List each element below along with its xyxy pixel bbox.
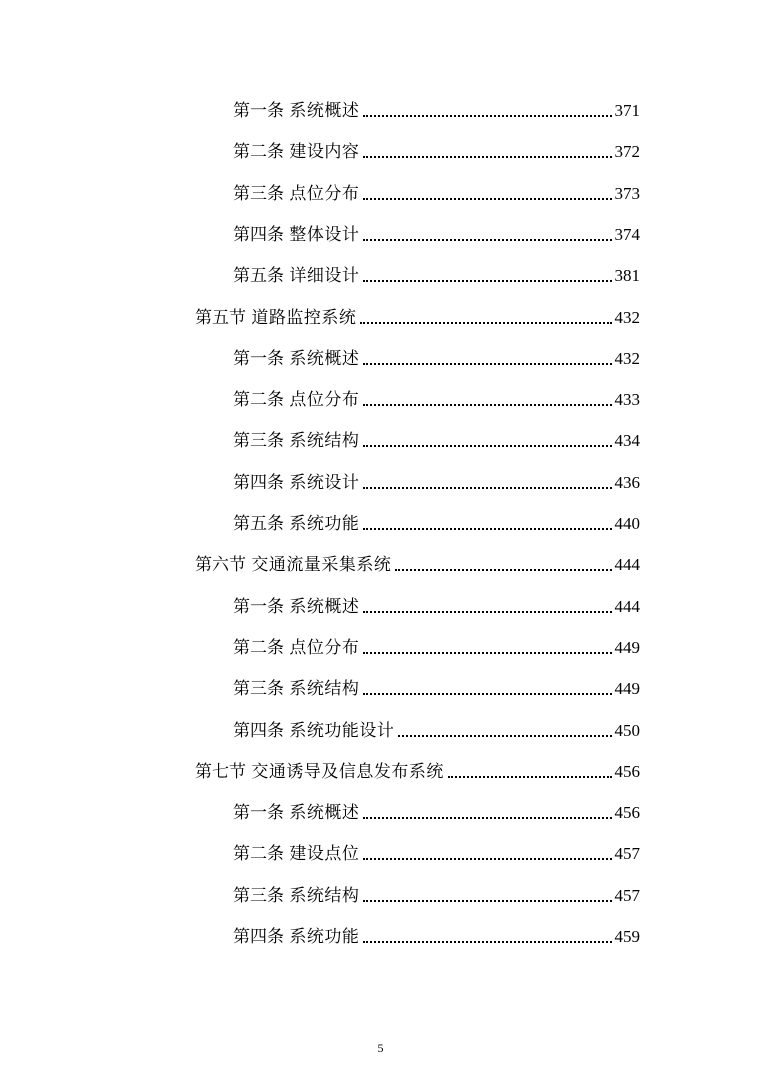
- toc-entry-page: 450: [614, 720, 640, 740]
- toc-article-entry[interactable]: [0, 133, 640, 163]
- toc-entry-number: 第一条: [233, 803, 284, 824]
- toc-entry-title: 系统概述: [289, 803, 360, 824]
- toc-dot-leader: [363, 900, 611, 902]
- toc-dot-leader: [363, 487, 611, 489]
- toc-article-entry[interactable]: [0, 794, 640, 824]
- toc-dot-leader: [363, 528, 611, 530]
- toc-article-entry[interactable]: [0, 257, 640, 287]
- toc-entry-title: 系统功能: [289, 514, 360, 534]
- toc-article-entry[interactable]: [0, 918, 640, 948]
- toc-entry-page: 433: [614, 390, 640, 410]
- toc-section-entry[interactable]: [0, 299, 640, 329]
- toc-entry-page: 449: [614, 637, 640, 657]
- toc-article-entry[interactable]: [0, 422, 640, 452]
- toc-entry-number: 第三条: [233, 183, 284, 204]
- toc-article-entry[interactable]: [0, 464, 640, 494]
- toc-dot-leader: [395, 569, 611, 571]
- toc-entry-page: 381: [614, 266, 640, 286]
- toc-entry-number: 第三条: [233, 885, 284, 906]
- toc-dot-leader: [363, 198, 611, 200]
- toc-dot-leader: [360, 322, 611, 324]
- toc-entry-title: 整体设计: [289, 224, 360, 245]
- toc-entry-number: 第二条: [233, 390, 284, 411]
- toc-entry-title: 建设点位: [289, 844, 360, 865]
- toc-entry-title: 系统功能: [289, 927, 360, 947]
- toc-entry-title: 交通诱导及信息发布系统: [251, 761, 444, 782]
- toc-article-entry[interactable]: [0, 712, 640, 742]
- toc-dot-leader: [363, 156, 611, 158]
- toc-entry-page: 372: [614, 142, 640, 162]
- toc-entry-page: 444: [614, 555, 640, 575]
- toc-entry-title: 系统结构: [289, 431, 360, 452]
- toc-entry-number: 第七节: [195, 761, 246, 782]
- toc-entry-number: 第一条: [233, 101, 284, 121]
- toc-entry-number: 第五条: [233, 514, 284, 534]
- toc-entry-title: 详细设计: [289, 266, 360, 287]
- toc-entry-title: 建设内容: [289, 142, 360, 163]
- toc-entry-title: 系统概述: [289, 101, 360, 121]
- toc-dot-leader: [363, 115, 611, 117]
- toc-entry-page: 436: [614, 472, 640, 492]
- toc-entry-number: 第四条: [233, 927, 284, 947]
- toc-section-entry[interactable]: [0, 753, 640, 783]
- toc-dot-leader: [363, 611, 611, 613]
- toc-dot-leader: [363, 652, 611, 654]
- toc-dot-leader: [363, 858, 611, 860]
- toc-entry-title: 系统设计: [289, 472, 360, 493]
- toc-entry-number: 第三条: [233, 431, 284, 452]
- toc-article-entry[interactable]: [0, 216, 640, 246]
- toc-entry-title: 系统结构: [289, 885, 360, 906]
- toc-entry-number: 第二条: [233, 142, 284, 163]
- toc-entry-title: 系统概述: [289, 596, 360, 617]
- toc-entry-number: 第六节: [195, 555, 246, 576]
- toc-entry-title: 点位分布: [289, 637, 360, 658]
- toc-dot-leader: [363, 363, 611, 365]
- toc-entry-page: 457: [614, 844, 640, 864]
- toc-article-entry[interactable]: [0, 629, 640, 659]
- toc-entry-title: 系统功能设计: [289, 720, 395, 741]
- toc-article-entry[interactable]: [0, 505, 640, 535]
- toc-entry-page: 457: [614, 885, 640, 905]
- toc-entry-number: 第二条: [233, 637, 284, 658]
- toc-entry-title: 交通流量采集系统: [251, 555, 392, 576]
- toc-entry-page: 440: [614, 514, 640, 533]
- toc-entry-title: 点位分布: [289, 183, 360, 204]
- toc-entry-number: 第四条: [233, 224, 284, 245]
- toc-entry-title: 系统结构: [289, 679, 360, 700]
- toc-dot-leader: [363, 280, 611, 282]
- toc-entry-page: 373: [614, 183, 640, 203]
- toc-article-entry[interactable]: [0, 835, 640, 865]
- toc-article-entry[interactable]: [0, 877, 640, 907]
- toc-entry-page: 456: [614, 761, 640, 781]
- page-number: 5: [377, 1041, 384, 1055]
- toc-entry-page: 444: [614, 596, 640, 616]
- toc-article-entry[interactable]: [0, 670, 640, 700]
- toc-entry-title: 系统概述: [289, 348, 360, 369]
- toc-dot-leader: [363, 817, 611, 819]
- toc-article-entry[interactable]: [0, 588, 640, 618]
- toc-entry-number: 第三条: [233, 679, 284, 700]
- toc-entry-number: 第四条: [233, 472, 284, 493]
- toc-entry-page: 456: [614, 803, 640, 823]
- toc-article-entry[interactable]: [0, 381, 640, 411]
- toc-dot-leader: [363, 404, 611, 406]
- toc-article-entry[interactable]: [0, 340, 640, 370]
- toc-entry-number: 第五条: [233, 266, 284, 287]
- toc-dot-leader: [363, 239, 611, 241]
- toc-article-entry[interactable]: [0, 175, 640, 205]
- toc-entry-page: 432: [614, 307, 640, 327]
- toc-dot-leader: [448, 776, 612, 778]
- toc-entry-title: 道路监控系统: [251, 307, 357, 328]
- toc-article-entry[interactable]: [0, 92, 640, 122]
- toc-entry-number: 第四条: [233, 720, 284, 741]
- toc-entry-page: 432: [614, 348, 640, 368]
- toc-dot-leader: [363, 941, 611, 943]
- toc-entry-number: 第一条: [233, 596, 284, 617]
- toc-entry-page: 374: [614, 224, 640, 244]
- toc-entry-page: 459: [614, 927, 640, 946]
- toc-entry-number: 第五节: [195, 307, 246, 328]
- toc-dot-leader: [363, 693, 611, 695]
- toc-dot-leader: [398, 735, 611, 737]
- toc-entry-number: 第二条: [233, 844, 284, 865]
- toc-entry-number: 第一条: [233, 348, 284, 369]
- toc-entry-page: 449: [614, 679, 640, 699]
- toc-section-entry[interactable]: [0, 546, 640, 576]
- toc-dot-leader: [363, 445, 611, 447]
- toc-entry-title: 点位分布: [289, 390, 360, 411]
- toc-entry-page: 434: [614, 431, 640, 451]
- toc-entry-page: 371: [614, 101, 640, 120]
